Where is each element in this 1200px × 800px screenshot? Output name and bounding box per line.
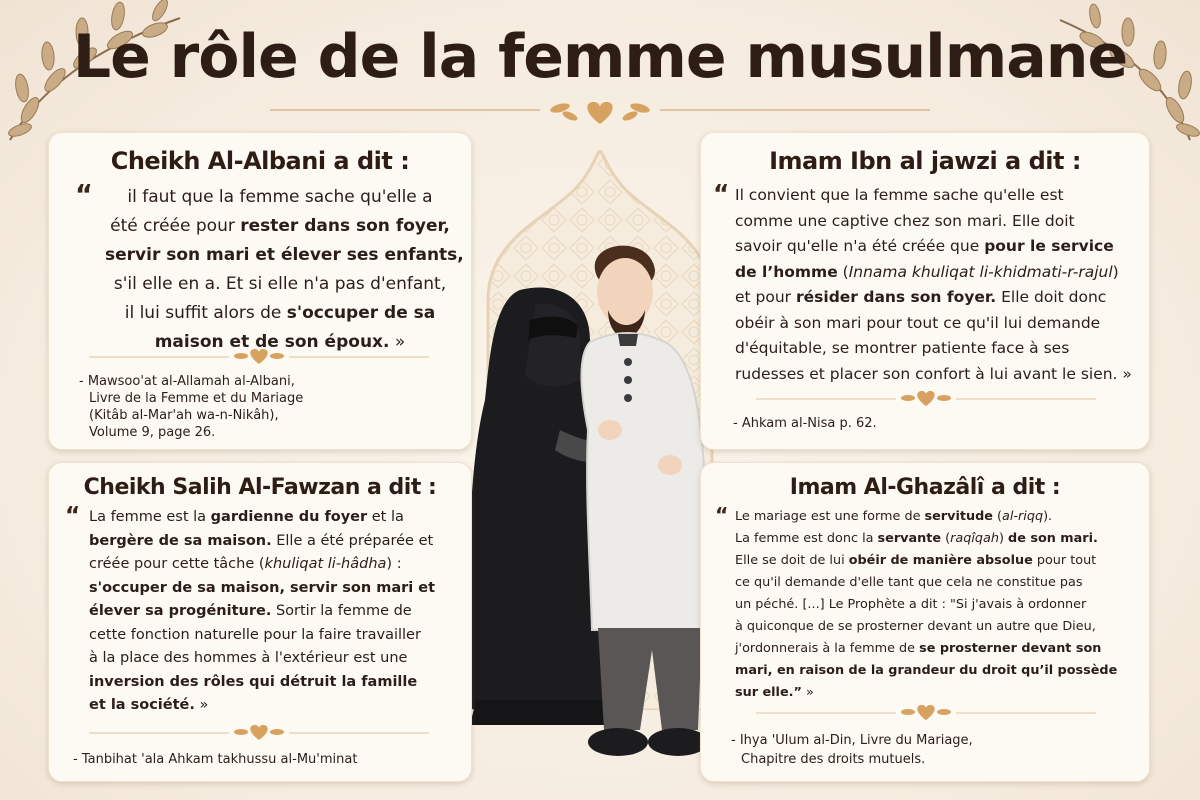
quote-line [89, 506, 459, 530]
quote-segment: Elle doit donc [996, 288, 1107, 306]
quote-emphasis: sur elle.” [735, 685, 802, 700]
quote-line [89, 600, 459, 624]
quote-emphasis: maison et de son époux. [154, 332, 390, 352]
quote-segment: ( [992, 509, 1002, 524]
quote-emphasis: s'occuper de sa maison, servir son mari et [89, 579, 436, 596]
quote-segment: Il convient que la femme sache qu'elle est [735, 186, 1064, 204]
card-heading: Imam Al-Ghazâlî a dit : [789, 475, 1061, 500]
quote-line [735, 311, 1135, 337]
quote-line [89, 647, 459, 671]
source-citation [733, 415, 877, 432]
quote-card-fawzan [48, 462, 472, 782]
source-line: - Ahkam al-Nisa p. 62. [733, 416, 877, 431]
source-line: (Kitâb al-Mar'ah wa-n-Nikâh), [89, 408, 279, 423]
quote-emphasis: obéir de manière absolue [848, 553, 1033, 568]
quote-emphasis: rester dans son foyer, [240, 216, 450, 236]
quote-emphasis: bergère de sa maison. [89, 532, 272, 549]
quote-segment: cette fonction naturelle pour la faire travailler [89, 626, 421, 643]
quote-line [735, 660, 1139, 682]
quote-line [89, 577, 459, 601]
quote-segment: Elle se doit de lui [735, 553, 849, 568]
quote-emphasis: élever sa progéniture. [89, 603, 272, 619]
quote-line [105, 299, 455, 328]
quote-text [75, 180, 464, 357]
card-heading: Cheikh Salih Al-Fawzan a dit : [83, 475, 437, 500]
couple-illustration [440, 230, 740, 780]
quote-segment: ). [1043, 509, 1053, 524]
quote-line [735, 572, 1139, 594]
quote-transliteration: khuliqat li-hâdha [264, 556, 387, 572]
quote-segment: et pour [735, 288, 796, 306]
quote-segment: ) [1112, 262, 1119, 281]
quote-segment: rudesses et placer son confort à lui avant le sien. » [735, 364, 1132, 383]
quote-segment: ce qu'il demande d'elle tant que cela ne constitue pas [735, 575, 1083, 590]
source-line: Livre de la Femme et du Mariage [89, 391, 304, 406]
quote-emphasis: inversion des rôles qui détruit la famille [89, 673, 418, 690]
quote-mark-icon: “ [75, 180, 93, 211]
quote-line [735, 183, 1135, 209]
divider-heart-icon [756, 389, 1096, 409]
quote-line [735, 234, 1135, 260]
quote-emphasis: servir son mari et élever ses enfants, [105, 245, 464, 265]
quote-emphasis: s'occuper de sa [286, 303, 436, 323]
source-line: - Tanbihat 'ala Ahkam takhussu al-Mu'minat [73, 752, 358, 767]
quote-line [735, 336, 1135, 362]
quote-segment: créée pour cette tâche ( [89, 556, 265, 572]
quote-segment: il faut que la femme sache qu'elle a [127, 187, 433, 207]
quote-text [715, 503, 1139, 704]
card-heading: Cheikh Al-Albani a dit : [110, 147, 410, 175]
quote-emphasis: gardienne du foyer [210, 509, 368, 525]
divider-heart-icon [89, 723, 429, 743]
quote-transliteration: al-riqq [1001, 509, 1044, 524]
quote-emphasis: résider dans son foyer. [796, 288, 997, 306]
quote-segment: ) : [386, 556, 402, 572]
quote-line [735, 550, 1139, 572]
quote-line [89, 671, 459, 695]
quote-line [105, 183, 455, 212]
quote-emphasis: servitude [924, 509, 993, 524]
quote-text [65, 502, 459, 718]
quote-segment: et la [367, 509, 404, 525]
source-line: - Ihya 'Ulum al-Din, Livre du Mariage, [731, 733, 973, 748]
quote-card-ghazali [700, 462, 1150, 782]
quote-line [105, 241, 464, 270]
quote-emphasis: mari, en raison de la grandeur du droit qu’il possède [735, 663, 1118, 678]
quote-segment: » [801, 685, 814, 700]
quote-segment: savoir qu'elle n'a été créée que [735, 237, 985, 255]
quote-segment: obéir à son mari pour tout ce qu'il lui demande [735, 313, 1101, 332]
quote-text [713, 179, 1135, 387]
quote-emphasis: se prosterner devant son [919, 641, 1102, 656]
quote-segment: comme une captive chez son mari. Elle doit [735, 211, 1075, 230]
quote-transliteration: Innama khuliqat li-khidmati-r-rajul [848, 262, 1113, 281]
divider-heart-icon [89, 347, 429, 367]
quote-segment: Sortir la femme de [271, 603, 412, 619]
quote-emphasis: pour le service [984, 237, 1114, 255]
quote-segment: à la place des hommes à l'extérieur est une [89, 650, 408, 666]
quote-card-jawzi [700, 132, 1150, 450]
quote-line [735, 638, 1139, 660]
quote-segment: La femme est la [89, 509, 211, 525]
divider-heart-icon [756, 703, 1096, 723]
quote-mark-icon: “ [715, 503, 729, 527]
quote-segment: été créée pour [110, 216, 241, 236]
quote-segment: ) [998, 531, 1009, 546]
quote-line [89, 694, 459, 718]
quote-mark-icon: “ [65, 502, 81, 529]
quote-line [735, 594, 1139, 616]
card-heading: Imam Ibn al jawzi a dit : [769, 147, 1081, 175]
quote-line [105, 212, 455, 241]
quote-segment: il lui suffit alors de [124, 303, 287, 323]
quote-emphasis: servante [877, 531, 942, 546]
source-line: - Mawsoo'at al-Allamah al-Albani, [79, 374, 295, 389]
source-citation [73, 751, 357, 768]
quote-segment: ( [837, 262, 849, 281]
quote-line [735, 362, 1135, 388]
quote-line [735, 285, 1135, 311]
source-line: Volume 9, page 26. [89, 425, 216, 440]
quote-line [89, 530, 459, 554]
quote-line [735, 682, 1139, 704]
quote-segment: » [389, 332, 406, 352]
quote-segment: La femme est donc la [735, 531, 878, 546]
quote-emphasis: et la société. [89, 697, 195, 713]
quote-segment: un péché. [...] Le Prophète a dit : "Si j'avais à ordonner [735, 597, 1087, 612]
quote-mark-icon: “ [713, 179, 730, 208]
quote-line [735, 260, 1135, 286]
quote-segment: j'ordonnerais à la femme de [735, 641, 920, 656]
quote-line [735, 528, 1139, 550]
quote-line [735, 506, 1139, 528]
quote-line [89, 553, 459, 577]
source-citation [731, 731, 973, 769]
quote-segment: à quiconque de se prosterner devant un autre que Dieu, [735, 619, 1096, 634]
quote-segment: ( [941, 531, 951, 546]
quote-segment: s'il elle en a. Et si elle n'a pas d'enfant, [113, 274, 447, 294]
quote-line [735, 209, 1135, 235]
quote-card-albani [48, 132, 472, 450]
quote-segment: » [194, 697, 209, 713]
quote-segment: Le mariage est une forme de [735, 509, 925, 524]
source-citation [79, 373, 303, 441]
quote-segment: Elle a été préparée et [271, 532, 434, 549]
quote-emphasis: de l’homme [735, 262, 838, 281]
title-divider-heart-icon [270, 98, 930, 128]
page-title: Le rôle de la femme musulmane [72, 22, 1128, 92]
quote-segment: pour tout [1032, 553, 1097, 568]
quote-emphasis: de son mari. [1008, 531, 1098, 546]
quote-transliteration: raqîqah [950, 531, 999, 546]
quote-line [735, 616, 1139, 638]
quote-line [105, 270, 455, 299]
quote-segment: d'équitable, se montrer patiente face à ses [735, 339, 1070, 357]
quote-line [89, 624, 459, 648]
source-line: Chapitre des droits mutuels. [741, 752, 926, 767]
